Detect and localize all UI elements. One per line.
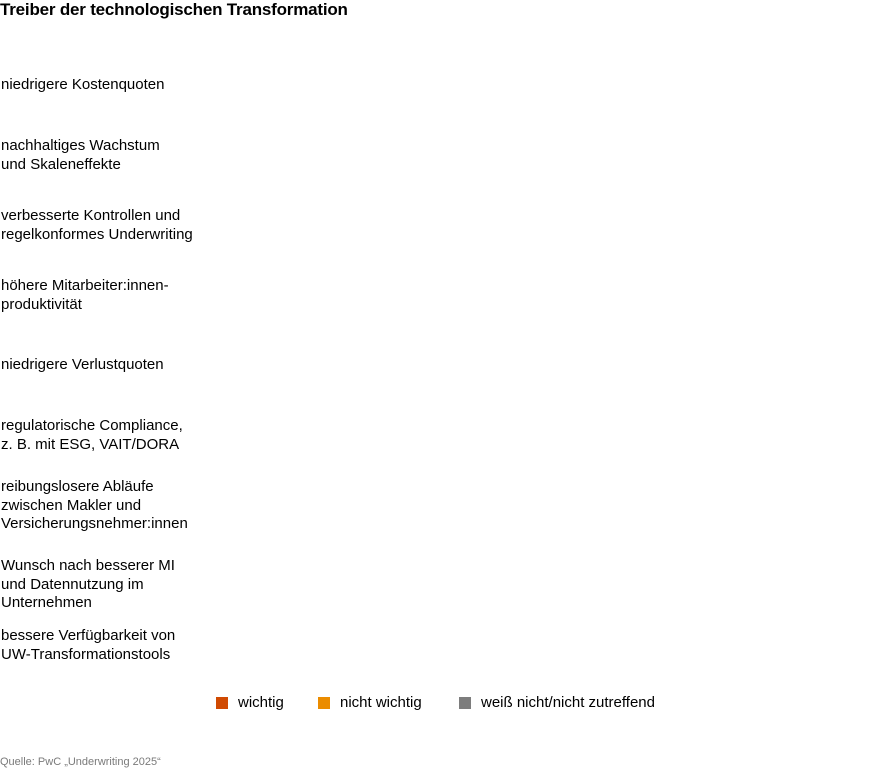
- source-note: Quelle: PwC „Underwriting 2025“: [0, 756, 161, 768]
- legend-swatch-wichtig: [216, 697, 228, 709]
- legend-swatch-weiss-nicht: [459, 697, 471, 709]
- category-label: nachhaltiges Wachstum und Skaleneffekte: [1, 137, 160, 173]
- chart-title: Treiber der technologischen Transformation: [0, 0, 348, 19]
- legend-swatch-nicht-wichtig: [318, 697, 330, 709]
- legend: [0, 694, 885, 714]
- category-label: Wunsch nach besserer MI und Datennutzung im Unternehmen: [1, 557, 175, 611]
- category-label: niedrigere Verlustquoten: [1, 356, 164, 373]
- category-label: reibungslosere Abläufe zwischen Makler und Versicherungsnehmer:innen: [1, 478, 188, 532]
- legend-label-nicht-wichtig: nicht wichtig: [340, 694, 422, 711]
- legend-item-weiss-nicht: [459, 694, 655, 712]
- category-label: niedrigere Kostenquoten: [1, 76, 165, 93]
- category-label: verbesserte Kontrollen und regelkonformes Underwriting: [1, 207, 193, 243]
- legend-item-nicht-wichtig: [318, 694, 422, 712]
- legend-label-wichtig: wichtig: [238, 694, 284, 711]
- category-label: regulatorische Compliance, z. B. mit ESG, VAIT/DORA: [1, 417, 183, 453]
- legend-label-weiss-nicht: weiß nicht/nicht zutreffend: [481, 694, 655, 711]
- legend-item-wichtig: [216, 694, 284, 712]
- category-label: bessere Verfügbarkeit von UW-Transformationstools: [1, 627, 176, 663]
- category-label: höhere Mitarbeiter:innen- produktivität: [1, 277, 169, 313]
